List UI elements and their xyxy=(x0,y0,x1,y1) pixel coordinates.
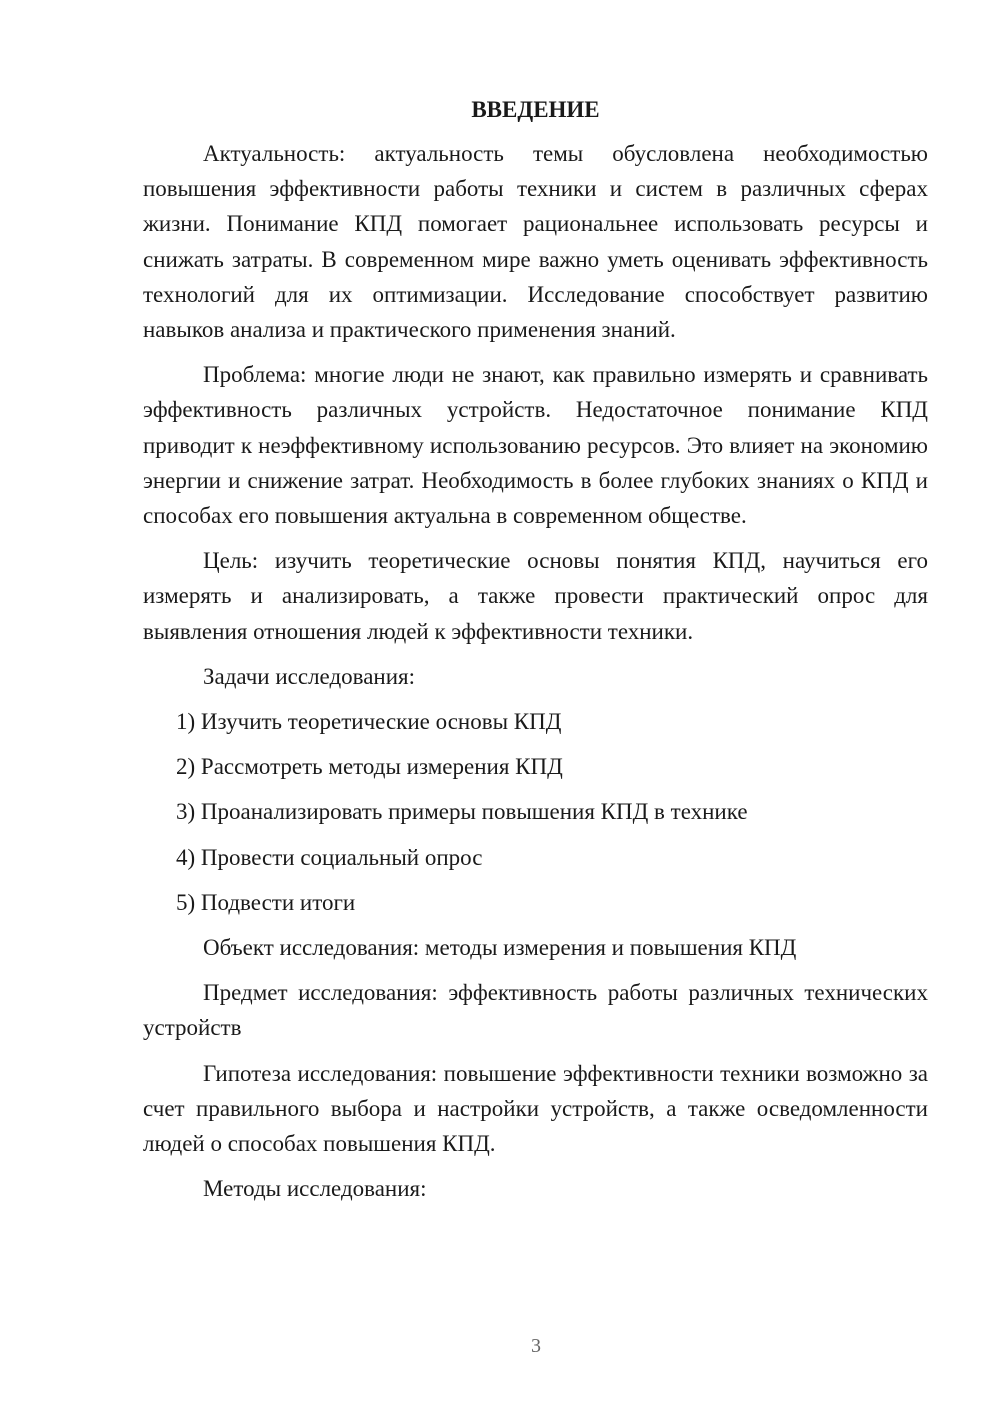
paragraph-problem: Проблема: многие люди не знают, как правильно измерять и сравнивать эффективность различных устройств. Недостаточное понимание КПД приводит к неэффективному использованию ресурсов. Это влияет на экономию энергии и снижение затрат. Необходимость в более глубоких знаниях о КПД и способах его повышения актуальна в современном обществе. xyxy=(143,362,928,529)
section-title: ВВЕДЕНИЕ xyxy=(471,97,600,122)
paragraph-subject: Предмет исследования: эффективность работы различных технических устройств xyxy=(143,980,928,1041)
list-item-task-4: 4) Провести социальный опрос xyxy=(176,844,483,870)
paragraph-goal: Цель: изучить теоретические основы понятия КПД, научиться его измерять и анализировать, а также провести практический опрос для выявления отношения людей к эффективности техники. xyxy=(143,548,928,644)
page-content xyxy=(143,92,928,1216)
paragraph-object: Объект исследования: методы измерения и повышения КПД xyxy=(203,935,797,961)
tasks-list xyxy=(143,704,928,920)
list-item-task-5: 5) Подвести итоги xyxy=(176,889,356,915)
methods-heading: Методы исследования: xyxy=(203,1176,427,1202)
paragraph-hypothesis: Гипотеза исследования: повышение эффективности техники возможно за счет правильного выбора и настройки устройств, а также осведомленности людей о способах повышения КПД. xyxy=(143,1060,928,1157)
paragraph-relevance: Актуальность: актуальность темы обусловлена необходимостью повышения эффективности работы техники и систем в различных сферах жизни. Понимание КПД помогает рациональнее использовать ресурсы и снижать затраты. В современном мире важно уметь оценивать эффективность технологий для их оптимизации. Исследование способствует развитию навыков анализа и практического применения знаний. xyxy=(143,141,928,343)
page-number: 3 xyxy=(531,1335,541,1357)
list-item-task-1: 1) Изучить теоретические основы КПД xyxy=(176,709,562,735)
tasks-heading: Задачи исследования: xyxy=(203,663,416,689)
list-item-task-2: 2) Рассмотреть методы измерения КПД xyxy=(176,754,563,780)
list-item-task-3: 3) Проанализировать примеры повышения КПД в технике xyxy=(176,799,748,825)
